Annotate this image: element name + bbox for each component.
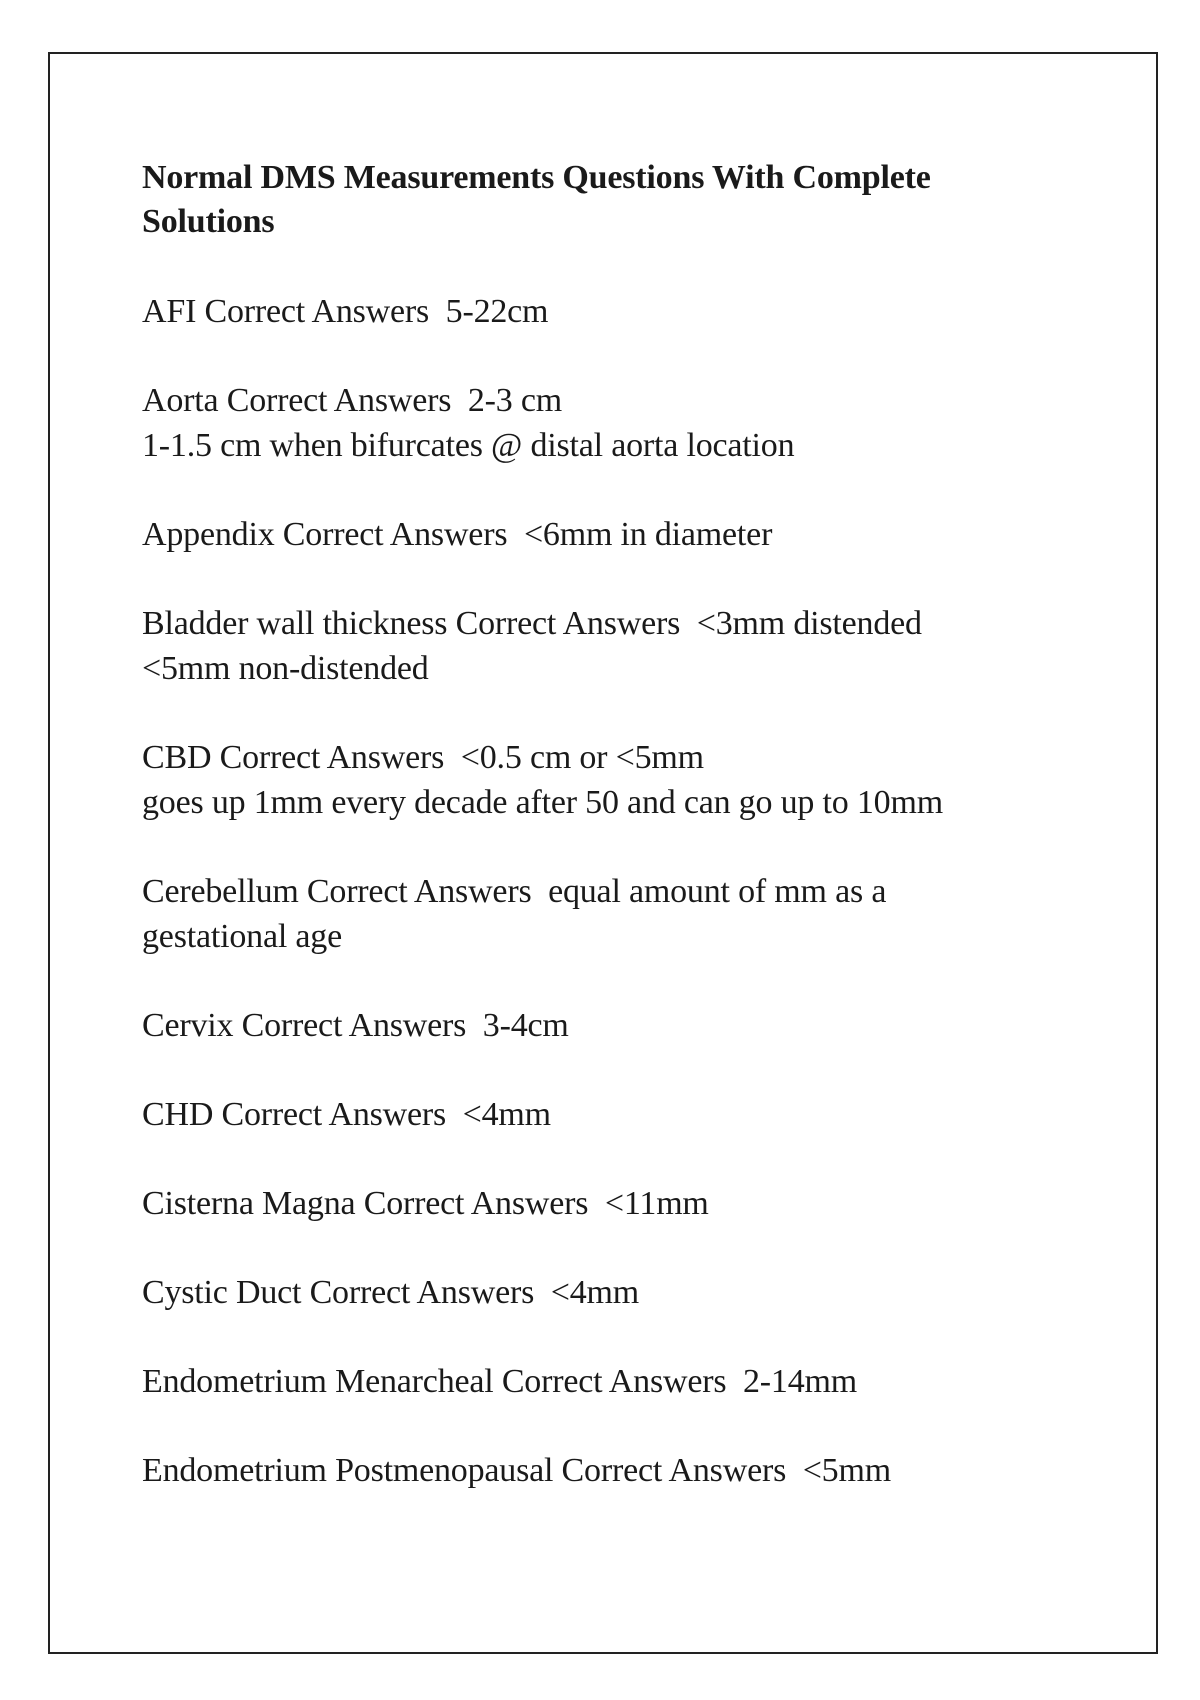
document-title: Normal DMS Measurements Questions With Complete Solutions	[142, 159, 931, 240]
entry-cisterna-magna	[142, 1181, 1042, 1226]
entry-cbd	[142, 735, 1042, 825]
entry-text: Cisterna Magna Correct Answers <11mm	[142, 1185, 709, 1222]
entry-text: Endometrium Menarcheal Correct Answers 2-14mm	[142, 1363, 857, 1400]
entry-text: AFI Correct Answers 5-22cm	[142, 293, 549, 330]
entry-afi	[142, 289, 1042, 334]
entry-appendix	[142, 512, 1042, 557]
entry-text-continued: <5mm non-distended	[142, 650, 429, 687]
entry-text: Bladder wall thickness Correct Answers <3mm distended	[142, 605, 922, 642]
entry-bladder-wall	[142, 601, 1042, 691]
entry-text: Cystic Duct Correct Answers <4mm	[142, 1274, 640, 1311]
entry-text: Appendix Correct Answers <6mm in diameter	[142, 516, 773, 553]
entry-endometrium-postmenopausal	[142, 1448, 1042, 1493]
entry-text-continued: 1-1.5 cm when bifurcates @ distal aorta location	[142, 427, 795, 464]
entry-text: CBD Correct Answers <0.5 cm or <5mm	[142, 739, 704, 776]
entry-chd	[142, 1092, 1042, 1137]
document-content	[142, 156, 1042, 1537]
entry-text: Cerebellum Correct Answers equal amount of mm as a	[142, 873, 887, 910]
entry-text: Endometrium Postmenopausal Correct Answers <5mm	[142, 1452, 891, 1489]
entry-cerebellum	[142, 869, 1042, 959]
entry-text-continued: goes up 1mm every decade after 50 and can go up to 10mm	[142, 784, 943, 821]
entry-endometrium-menarcheal	[142, 1359, 1042, 1404]
entry-text-continued: gestational age	[142, 918, 342, 955]
entry-cystic-duct	[142, 1270, 1042, 1315]
entry-text: Aorta Correct Answers 2-3 cm	[142, 382, 563, 419]
entry-cervix	[142, 1003, 1042, 1048]
entry-text: CHD Correct Answers <4mm	[142, 1096, 551, 1133]
entry-text: Cervix Correct Answers 3-4cm	[142, 1007, 569, 1044]
entry-aorta	[142, 378, 1042, 468]
